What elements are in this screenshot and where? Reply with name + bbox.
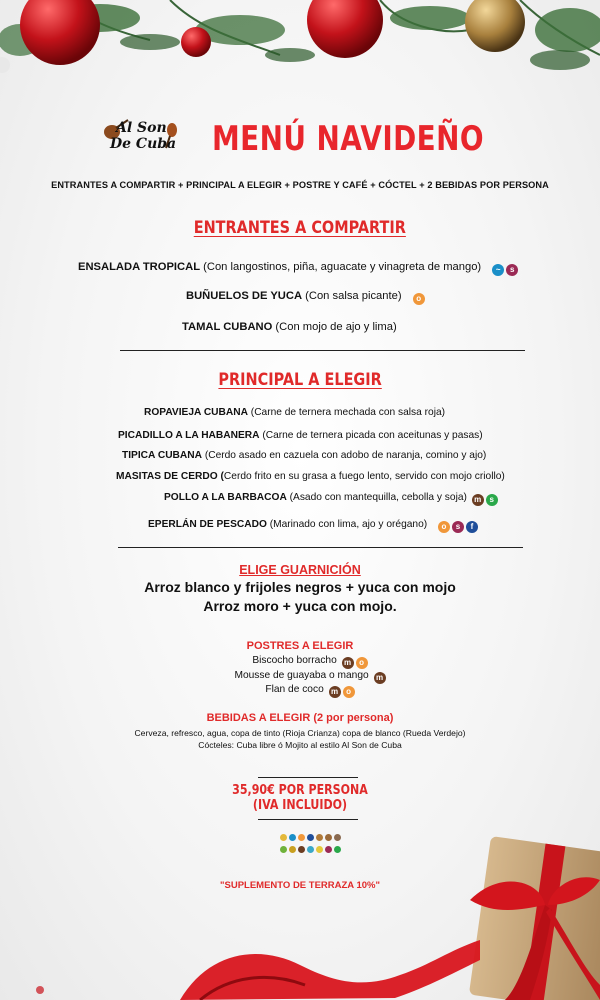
fish-icon: f: [466, 521, 478, 533]
nuts-icon: [325, 834, 332, 841]
side-heading: ELIGE GUARNICIÓN: [239, 563, 361, 577]
soy-icon: [334, 846, 341, 853]
cocktails-list: Cócteles: Cuba libre ó Mojito al estilo Al Son de Cuba: [198, 740, 402, 750]
logo-line2: De Cuba: [110, 136, 177, 152]
price-vat: (IVA INCLUIDO): [252, 798, 348, 813]
main-item: [118, 430, 483, 441]
drinks-list: Cerveza, refresco, agua, copa de tinto (Rioja Crianza) copa de blanco (Rueda Verdejo): [134, 728, 466, 738]
menu-summary: ENTRANTES A COMPARTIR + PRINCIPAL A ELEGIR + POSTRE Y CAFÉ + CÓCTEL + 2 BEBIDAS POR PERSONA: [51, 180, 549, 190]
dessert-item: [10, 655, 600, 669]
desserts-heading: POSTRES A ELEGIR: [246, 640, 354, 652]
sesame-icon: [334, 834, 341, 841]
main-item: [144, 407, 445, 418]
soy-icon: s: [486, 494, 498, 506]
logo: [100, 118, 180, 158]
egg-icon: o: [413, 293, 425, 305]
mains-heading-wrap: [0, 370, 600, 390]
milk-icon: m: [472, 494, 484, 506]
dessert-item: [10, 670, 600, 684]
main-desc: (Carne de ternera mechada con salsa roja): [247, 407, 446, 418]
sulphites-icon: s: [506, 264, 518, 276]
dessert-name: Flan de coco: [265, 684, 324, 695]
main-desc: (Asado con mantequilla, cebolla y soja): [286, 492, 467, 503]
main-desc: Cerdo frito en su grasa a fuego lento, servido con mojo criollo): [223, 471, 505, 482]
main-name: TIPICA CUBANA: [122, 450, 202, 461]
main-item: [116, 471, 505, 482]
celery-icon: [280, 846, 287, 853]
main-item: [164, 492, 498, 506]
crustaceans-icon: ~: [492, 264, 504, 276]
sulphites-icon: [325, 846, 332, 853]
side-option-1: Arroz blanco y frijoles negros + yuca con mojo: [144, 579, 456, 595]
logo-line1: Al Son: [116, 120, 167, 136]
price: 35,90€ POR PERSONA: [232, 783, 368, 798]
starter-desc: (Con salsa picante): [302, 290, 402, 302]
egg-icon: o: [343, 686, 355, 698]
milk-icon: m: [374, 672, 386, 684]
lupin-icon: [316, 846, 323, 853]
main-item: [122, 450, 486, 461]
side-option-2: Arroz moro + yuca con mojo.: [203, 598, 397, 614]
divider: [118, 547, 523, 548]
egg-icon: o: [356, 657, 368, 669]
starters-heading: ENTRANTES A COMPARTIR: [193, 218, 407, 238]
starter-item: [78, 261, 518, 276]
divider: [120, 350, 525, 351]
main-name: POLLO A LA BARBACOA: [164, 492, 287, 503]
fish-icon: [307, 834, 314, 841]
mollusc-icon: [307, 846, 314, 853]
dessert-name: Biscocho borracho: [252, 655, 337, 666]
terrace-surcharge: "SUPLEMENTO DE TERRAZA 10%": [220, 880, 380, 891]
starters-heading-wrap: [0, 218, 600, 238]
price-top-rule: [258, 777, 358, 778]
dessert-item: [10, 684, 600, 698]
drinks-heading: BEBIDAS A ELEGIR (2 por persona): [206, 712, 394, 724]
main-desc: (Carne de ternera picada con aceitunas y pasas): [259, 430, 483, 441]
crustaceans-icon: [289, 834, 296, 841]
dessert-name: Mousse de guayaba o mango: [234, 670, 369, 681]
peanut-icon: [316, 834, 323, 841]
starter-name: ENSALADA TROPICAL: [78, 261, 201, 273]
egg-icon: [298, 834, 305, 841]
page-title: MENÚ NAVIDEÑO: [212, 119, 484, 159]
starter-item: [186, 290, 425, 305]
main-name: MASITAS DE CERDO (: [116, 471, 224, 482]
starter-desc: (Con langostinos, piña, aguacate y vinagreta de mango): [200, 261, 482, 273]
main-desc: (Marinado con lima, ajo y orégano): [266, 519, 428, 530]
milk-icon: [298, 846, 305, 853]
allergen-legend: [274, 834, 346, 858]
sulphites-icon: s: [452, 521, 464, 533]
price-bottom-rule: [258, 819, 358, 820]
main-name: EPERLÁN DE PESCADO: [148, 519, 267, 530]
starter-desc: (Con mojo de ajo y lima): [272, 321, 397, 333]
main-name: PICADILLO A LA HABANERA: [118, 430, 260, 441]
starter-name: TAMAL CUBANO: [182, 321, 273, 333]
main-desc: (Cerdo asado en cazuela con adobo de naranja, comino y ajo): [202, 450, 487, 461]
milk-icon: m: [329, 686, 341, 698]
starter-name: BUÑUELOS DE YUCA: [186, 290, 303, 302]
mustard-icon: [289, 846, 296, 853]
side-heading-wrap: [0, 561, 600, 579]
main-name: ROPAVIEJA CUBANA: [144, 407, 248, 418]
starter-item: [182, 321, 397, 333]
milk-icon: m: [342, 657, 354, 669]
gluten-icon: [280, 834, 287, 841]
mains-heading: PRINCIPAL A ELEGIR: [218, 370, 382, 390]
egg-icon: o: [438, 521, 450, 533]
main-item: [148, 519, 478, 533]
